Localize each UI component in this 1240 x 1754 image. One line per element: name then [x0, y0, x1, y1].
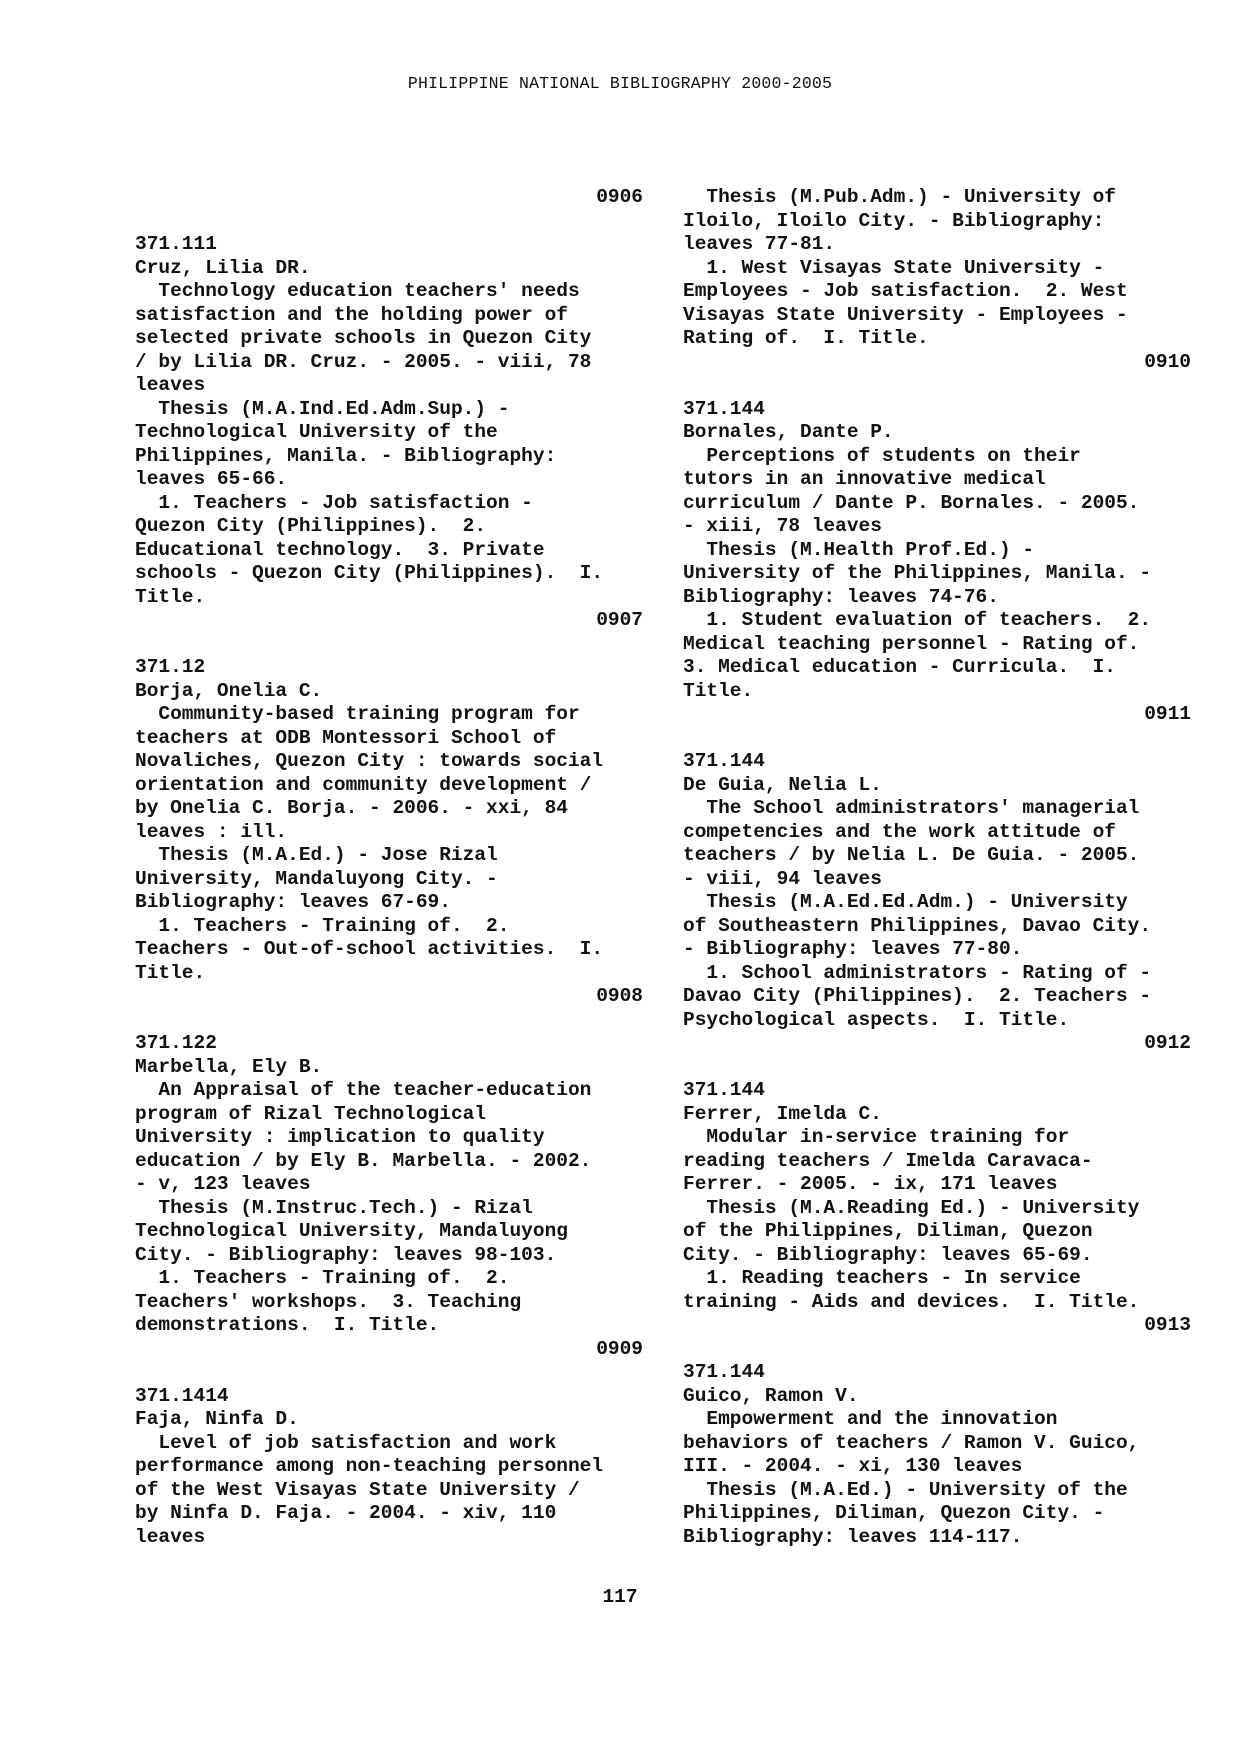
- entry-text-line: Borja, Onelia C.: [135, 679, 323, 702]
- entry-text-line: Community-based training program for: [135, 703, 580, 725]
- entry-text-line: Title.: [135, 961, 206, 984]
- entry-text-line: 1. Student evaluation of teachers. 2.: [683, 609, 1152, 631]
- entry-text-line: Teachers' workshops. 3. Teaching: [135, 1290, 522, 1313]
- entry-text-line: Philippines, Diliman, Quezon City. -: [683, 1502, 1105, 1524]
- blank-line: [135, 1009, 643, 1033]
- entry-text-line: Faja, Ninfa D.: [135, 1408, 299, 1430]
- entry-text-line: of the West Visayas State University /: [135, 1478, 580, 1501]
- entry-text-line: Ferrer. - 2005. - ix, 171 leaves: [683, 1173, 1058, 1195]
- entry-text-line: 371.144: [683, 397, 765, 420]
- entry-number: 0912: [1144, 1032, 1191, 1054]
- entry-text-line: Thesis (M.Pub.Adm.) - University of: [683, 186, 1116, 208]
- entry-text-line: Modular in-service training for: [683, 1126, 1070, 1148]
- entry-text-line: De Guia, Nelia L.: [683, 773, 882, 796]
- entry-text-line: 1. Teachers - Job satisfaction -: [135, 491, 533, 514]
- entry-text-line: Bibliography: leaves 114-117.: [683, 1525, 1023, 1548]
- entry-text-line: 371.144: [683, 1079, 765, 1101]
- entry-text-line: An Appraisal of the teacher-education: [135, 1079, 592, 1101]
- entry-text-line: education / by Ely B. Marbella. - 2002.: [135, 1149, 592, 1172]
- entry-text-line: Technological University, Mandaluyong: [135, 1220, 568, 1242]
- blank-line: [683, 374, 1191, 398]
- entry-text-line: performance among non-teaching personnel: [135, 1455, 604, 1477]
- entry-text-line: Thesis (M.A.Reading Ed.) - University: [683, 1196, 1140, 1219]
- entry-text-line: Employees - Job satisfaction. 2. West: [683, 280, 1128, 302]
- entry-text-line: selected private schools in Quezon City: [135, 327, 592, 349]
- entry-text-line: demonstrations. I. Title.: [135, 1314, 440, 1336]
- entry-text-line: program of Rizal Technological: [135, 1102, 487, 1125]
- blank-line: [135, 1361, 643, 1385]
- entry-text-line: Technological University of the: [135, 421, 498, 443]
- entry-text-line: Teachers - Out-of-school activities. I.: [135, 938, 604, 960]
- entry-text-line: Novaliches, Quezon City : towards social: [135, 750, 604, 772]
- running-head: PHILIPPINE NATIONAL BIBLIOGRAPHY 2000-2005: [407, 74, 833, 93]
- entry-text-line: - Bibliography: leaves 77-80.: [683, 938, 1023, 960]
- entry-text-line: by Onelia C. Borja. - 2006. - xxi, 84: [135, 797, 568, 819]
- left-column: [135, 186, 643, 1549]
- entry-text-line: orientation and community development /: [135, 773, 592, 796]
- entry-number: 0907: [596, 609, 643, 631]
- entry-text-line: 3. Medical education - Curricula. I.: [683, 656, 1116, 678]
- entry-text-line: / by Lilia DR. Cruz. - 2005. - viii, 78: [135, 350, 592, 373]
- entry-text-line: teachers / by Nelia L. De Guia. - 2005.: [683, 844, 1140, 866]
- entry-text-line: 1. Reading teachers - In service: [683, 1267, 1081, 1289]
- entry-text-line: 1. Teachers - Training of. 2.: [135, 914, 510, 937]
- entry-text-line: by Ninfa D. Faja. - 2004. - xiv, 110: [135, 1502, 557, 1524]
- entry-text-line: Medical teaching personnel - Rating of.: [683, 632, 1140, 655]
- entry-text-line: 371.122: [135, 1032, 217, 1054]
- entry-text-line: Visayas State University - Employees -: [683, 303, 1128, 326]
- entry-text-line: Bibliography: leaves 74-76.: [683, 585, 999, 608]
- entry-number: 0913: [1144, 1314, 1191, 1336]
- entry-text-line: Iloilo, Iloilo City. - Bibliography:: [683, 209, 1105, 232]
- entry-text-line: Thesis (M.A.Ed.) - University of the: [683, 1478, 1128, 1501]
- entry-text-line: Bornales, Dante P.: [683, 421, 894, 443]
- entry-text-line: The School administrators' managerial: [683, 797, 1140, 819]
- entry-text-line: University of the Philippines, Manila. -: [683, 562, 1152, 584]
- entry-text-line: Thesis (M.Health Prof.Ed.) -: [683, 538, 1035, 561]
- entry-text-line: Quezon City (Philippines). 2.: [135, 515, 487, 537]
- entry-text-line: 371.144: [683, 1361, 765, 1383]
- entry-text-line: Guico, Ramon V.: [683, 1384, 859, 1407]
- entry-text-line: Cruz, Lilia DR.: [135, 256, 311, 279]
- blank-line: [135, 633, 643, 657]
- page-number: 117: [602, 1586, 638, 1608]
- entry-text-line: leaves 77-81.: [683, 233, 836, 255]
- entry-text-line: 1. School administrators - Rating of -: [683, 961, 1152, 984]
- entry-text-line: training - Aids and devices. I. Title.: [683, 1290, 1140, 1313]
- entry-number: 0910: [1144, 350, 1191, 373]
- entry-text-line: Technology education teachers' needs: [135, 280, 580, 302]
- entry-text-line: Psychological aspects. I. Title.: [683, 1008, 1070, 1031]
- entry-text-line: Davao City (Philippines). 2. Teachers -: [683, 985, 1152, 1007]
- entry-text-line: 371.111: [135, 233, 217, 255]
- entry-text-line: Thesis (M.A.Ed.Ed.Adm.) - University: [683, 891, 1128, 913]
- entry-text-line: of Southeastern Philippines, Davao City.: [683, 914, 1152, 937]
- entry-text-line: University : implication to quality: [135, 1126, 545, 1148]
- entry-text-line: of the Philippines, Diliman, Quezon: [683, 1220, 1093, 1242]
- entry-text-line: Rating of. I. Title.: [683, 327, 929, 349]
- entry-text-line: leaves: [135, 374, 206, 396]
- entry-text-line: tutors in an innovative medical: [683, 468, 1046, 490]
- entry-text-line: Ferrer, Imelda C.: [683, 1102, 882, 1125]
- entry-text-line: schools - Quezon City (Philippines). I.: [135, 562, 604, 584]
- entry-text-line: City. - Bibliography: leaves 65-69.: [683, 1243, 1093, 1266]
- entry-text-line: University, Mandaluyong City. -: [135, 867, 498, 890]
- entry-text-line: curriculum / Dante P. Bornales. - 2005.: [683, 491, 1140, 514]
- entry-text-line: reading teachers / Imelda Caravaca-: [683, 1149, 1093, 1172]
- entry-text-line: leaves 65-66.: [135, 468, 288, 490]
- blank-line: [135, 210, 643, 234]
- entry-text-line: - xiii, 78 leaves: [683, 515, 882, 537]
- entry-text-line: Level of job satisfaction and work: [135, 1431, 557, 1454]
- entry-number: 0908: [596, 985, 643, 1007]
- entry-text-line: Thesis (M.A.Ed.) - Jose Rizal: [135, 844, 498, 866]
- entry-text-line: Thesis (M.Instruc.Tech.) - Rizal: [135, 1196, 533, 1219]
- entry-text-line: City. - Bibliography: leaves 98-103.: [135, 1243, 557, 1266]
- entry-text-line: 371.12: [135, 656, 206, 678]
- right-column: [683, 186, 1191, 1549]
- entry-text-line: III. - 2004. - xi, 130 leaves: [683, 1455, 1023, 1477]
- entry-number: 0906: [596, 186, 643, 208]
- blank-line: [683, 1056, 1191, 1080]
- entry-text-line: 371.1414: [135, 1384, 229, 1407]
- entry-text-line: Philippines, Manila. - Bibliography:: [135, 444, 557, 467]
- entry-text-line: satisfaction and the holding power of: [135, 303, 568, 326]
- entry-text-line: Thesis (M.A.Ind.Ed.Adm.Sup.) -: [135, 397, 510, 420]
- entry-text-line: Bibliography: leaves 67-69.: [135, 891, 451, 913]
- blank-line: [683, 727, 1191, 751]
- entry-text-line: Empowerment and the innovation: [683, 1408, 1058, 1430]
- entry-text-line: 1. West Visayas State University -: [683, 256, 1105, 279]
- entry-number: 0911: [1144, 703, 1191, 725]
- entry-text-line: teachers at ODB Montessori School of: [135, 726, 557, 749]
- entry-text-line: 371.144: [683, 750, 765, 772]
- entry-text-line: 1. Teachers - Training of. 2.: [135, 1267, 510, 1289]
- entry-text-line: - viii, 94 leaves: [683, 867, 882, 890]
- entry-text-line: Title.: [683, 679, 754, 702]
- entry-number: 0909: [596, 1337, 643, 1360]
- entry-text-line: Perceptions of students on their: [683, 444, 1081, 467]
- entry-text-line: competencies and the work attitude of: [683, 820, 1116, 843]
- entry-text-line: Educational technology. 3. Private: [135, 538, 545, 561]
- entry-text-line: - v, 123 leaves: [135, 1173, 311, 1195]
- blank-line: [683, 1338, 1191, 1362]
- entry-text-line: Title.: [135, 585, 206, 608]
- entry-text-line: leaves: [135, 1525, 206, 1548]
- entry-text-line: leaves : ill.: [135, 820, 288, 843]
- entry-text-line: behaviors of teachers / Ramon V. Guico,: [683, 1431, 1140, 1454]
- entry-text-line: Marbella, Ely B.: [135, 1055, 323, 1078]
